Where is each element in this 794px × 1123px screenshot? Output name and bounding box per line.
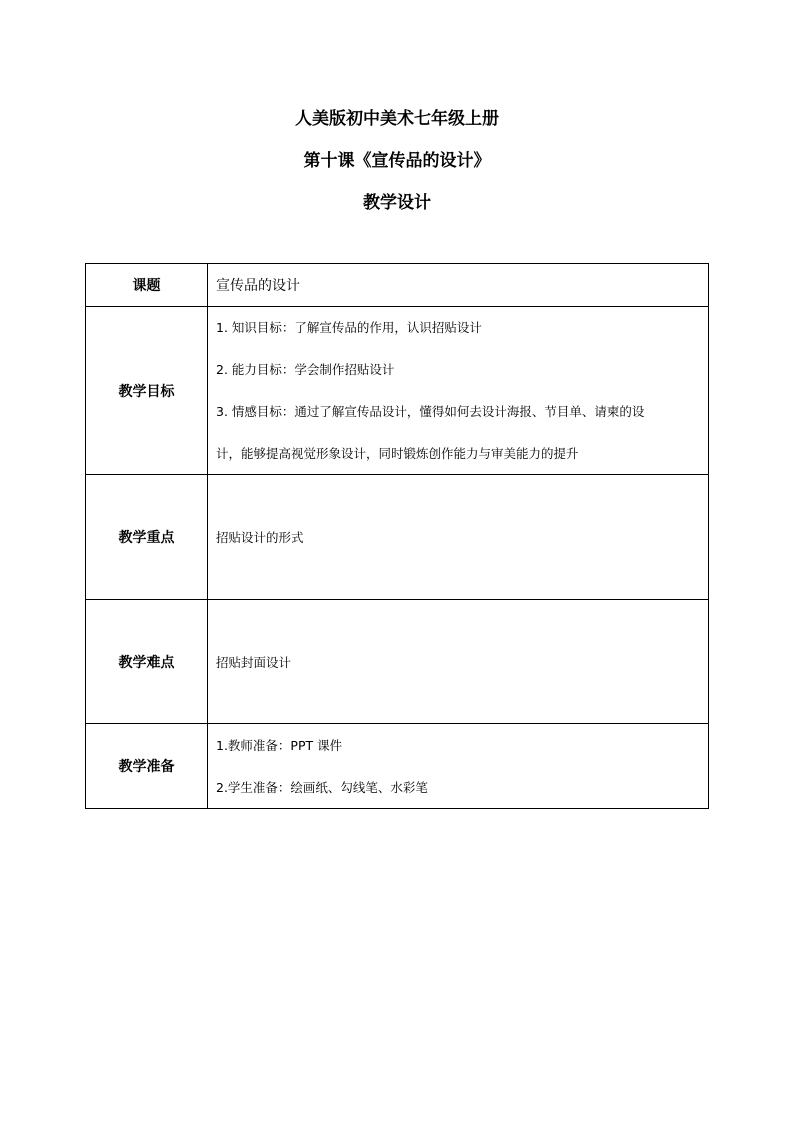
lesson-plan-table <box>85 263 709 809</box>
table-row-goals <box>86 307 709 475</box>
preparation-label: 教学准备 <box>86 724 208 809</box>
document-title-line-3: 教学设计 <box>363 193 431 213</box>
table-row-topic <box>86 264 709 307</box>
goals-label: 教学目标 <box>86 307 208 475</box>
goals-content <box>208 307 709 475</box>
table-row-difficulties <box>86 600 709 724</box>
difficulties-value: 招贴封面设计 <box>208 600 709 724</box>
preparation-item-teacher: 1.教师准备：PPT 课件 <box>216 737 343 753</box>
topic-label: 课题 <box>86 264 208 307</box>
preparation-content <box>208 724 709 809</box>
document-title-line-2: 第十课《宣传品的设计》 <box>303 151 491 171</box>
goal-item-ability: 2. 能力目标：学会制作招贴设计 <box>216 362 395 377</box>
key-points-value: 招贴设计的形式 <box>208 475 709 600</box>
goal-item-emotion-continued: 计，能够提高视觉形象设计，同时锻炼创作能力与审美能力的提升 <box>216 446 579 461</box>
table-row-key-points <box>86 475 709 600</box>
difficulties-label: 教学难点 <box>86 600 208 724</box>
topic-value: 宣传品的设计 <box>208 264 709 307</box>
preparation-item-student: 2.学生准备：绘画纸、勾线笔、水彩笔 <box>216 779 428 795</box>
goal-item-knowledge: 1. 知识目标：了解宣传品的作用，认识招贴设计 <box>216 320 482 335</box>
goal-item-emotion: 3. 情感目标：通过了解宣传品设计，懂得如何去设计海报、节目单、请柬的设 <box>216 404 645 419</box>
table-row-preparation <box>86 724 709 809</box>
document-title-line-1: 人美版初中美术七年级上册 <box>295 109 499 129</box>
key-points-label: 教学重点 <box>86 475 208 600</box>
